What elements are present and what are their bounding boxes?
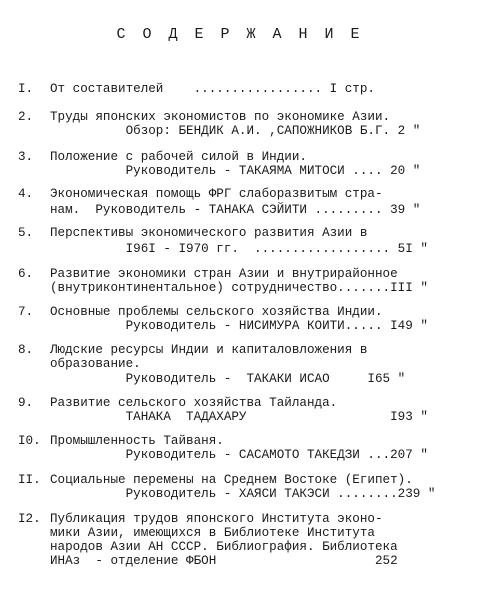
entry-number: 4. bbox=[18, 187, 34, 201]
entry-number: II. bbox=[18, 473, 41, 487]
entry-line: Социальные перемены на Среднем Востоке (Египет). bbox=[50, 473, 413, 487]
entry-line: I96I - I970 гг. .................. 5I " bbox=[50, 242, 428, 256]
entry-line: Людские ресурсы Индии и капиталовложения в bbox=[50, 343, 368, 357]
entry-number: 2. bbox=[18, 110, 34, 124]
entry-line: Руководитель - САСАМОТО ТАКЕДЗИ ...207 " bbox=[50, 448, 428, 462]
entry-line: нам. Руководитель - ТАНАКА СЭЙИТИ ......... 39 " bbox=[50, 203, 421, 217]
entry-line: мики Азии, имеющихся в Библиотеке Института bbox=[50, 526, 375, 540]
entry-number: 6. bbox=[18, 267, 34, 281]
page-title: С О Д Е Р Ж А Н И Е bbox=[116, 26, 364, 43]
entry-line: Основные проблемы сельского хозяйства Индии. bbox=[50, 305, 383, 319]
entry-line: Промышленность Тайваня. bbox=[50, 434, 224, 448]
entry-line: Руководитель - ТАКАЯМА МИТОСИ .... 20 " bbox=[50, 164, 421, 178]
entry-line: Развитие сельского хозяйства Тайланда. bbox=[50, 396, 338, 410]
entry-number: 5. bbox=[18, 226, 34, 240]
entry-line: Руководитель - ТАКАКИ ИСАО I65 " bbox=[50, 372, 406, 386]
entry-line: От составителей ................. I стр. bbox=[50, 82, 375, 96]
entry-line: народов Азии АН СССР. Библиография. Библиотека bbox=[50, 540, 398, 554]
entry-line: Руководитель - НИСИМУРА КОИТИ..... I49 " bbox=[50, 319, 428, 333]
entry-number: 7. bbox=[18, 305, 34, 319]
entry-line: ИНАз - отделение ФБОН 252 bbox=[50, 554, 398, 568]
entry-line: (внутриконтинентальное) сотрудничество.......III " bbox=[50, 281, 428, 295]
entry-line: ТАНАКА ТАДАХАРУ I93 " bbox=[50, 410, 428, 424]
entry-line: Руководитель - ХАЯСИ ТАКЭСИ ........239 " bbox=[50, 487, 436, 501]
entry-number: 3. bbox=[18, 150, 34, 164]
entry-line: образование. bbox=[50, 357, 141, 371]
entry-line: Публикация трудов японского Института эконо- bbox=[50, 512, 383, 526]
entry-line: Труды японских экономистов по экономике Азии. bbox=[50, 110, 391, 124]
entry-number: 9. bbox=[18, 396, 34, 410]
entry-line: Обзор: БЕНДИК А.И. ,САПОЖНИКОВ Б.Г. 2 " bbox=[50, 124, 421, 138]
entry-line: Развитие экономики стран Азии и внутрирайонное bbox=[50, 267, 398, 281]
entry-number: I2. bbox=[18, 512, 41, 526]
entry-number: I0. bbox=[18, 434, 41, 448]
entry-line: Экономическая помощь ФРГ слаборазвитым стра- bbox=[50, 187, 383, 201]
entry-line: Перспективы экономического развития Азии в bbox=[50, 226, 368, 240]
entry-line: Положение с рабочей силой в Индии. bbox=[50, 150, 307, 164]
entry-number: I. bbox=[18, 82, 34, 96]
entry-number: 8. bbox=[18, 343, 34, 357]
